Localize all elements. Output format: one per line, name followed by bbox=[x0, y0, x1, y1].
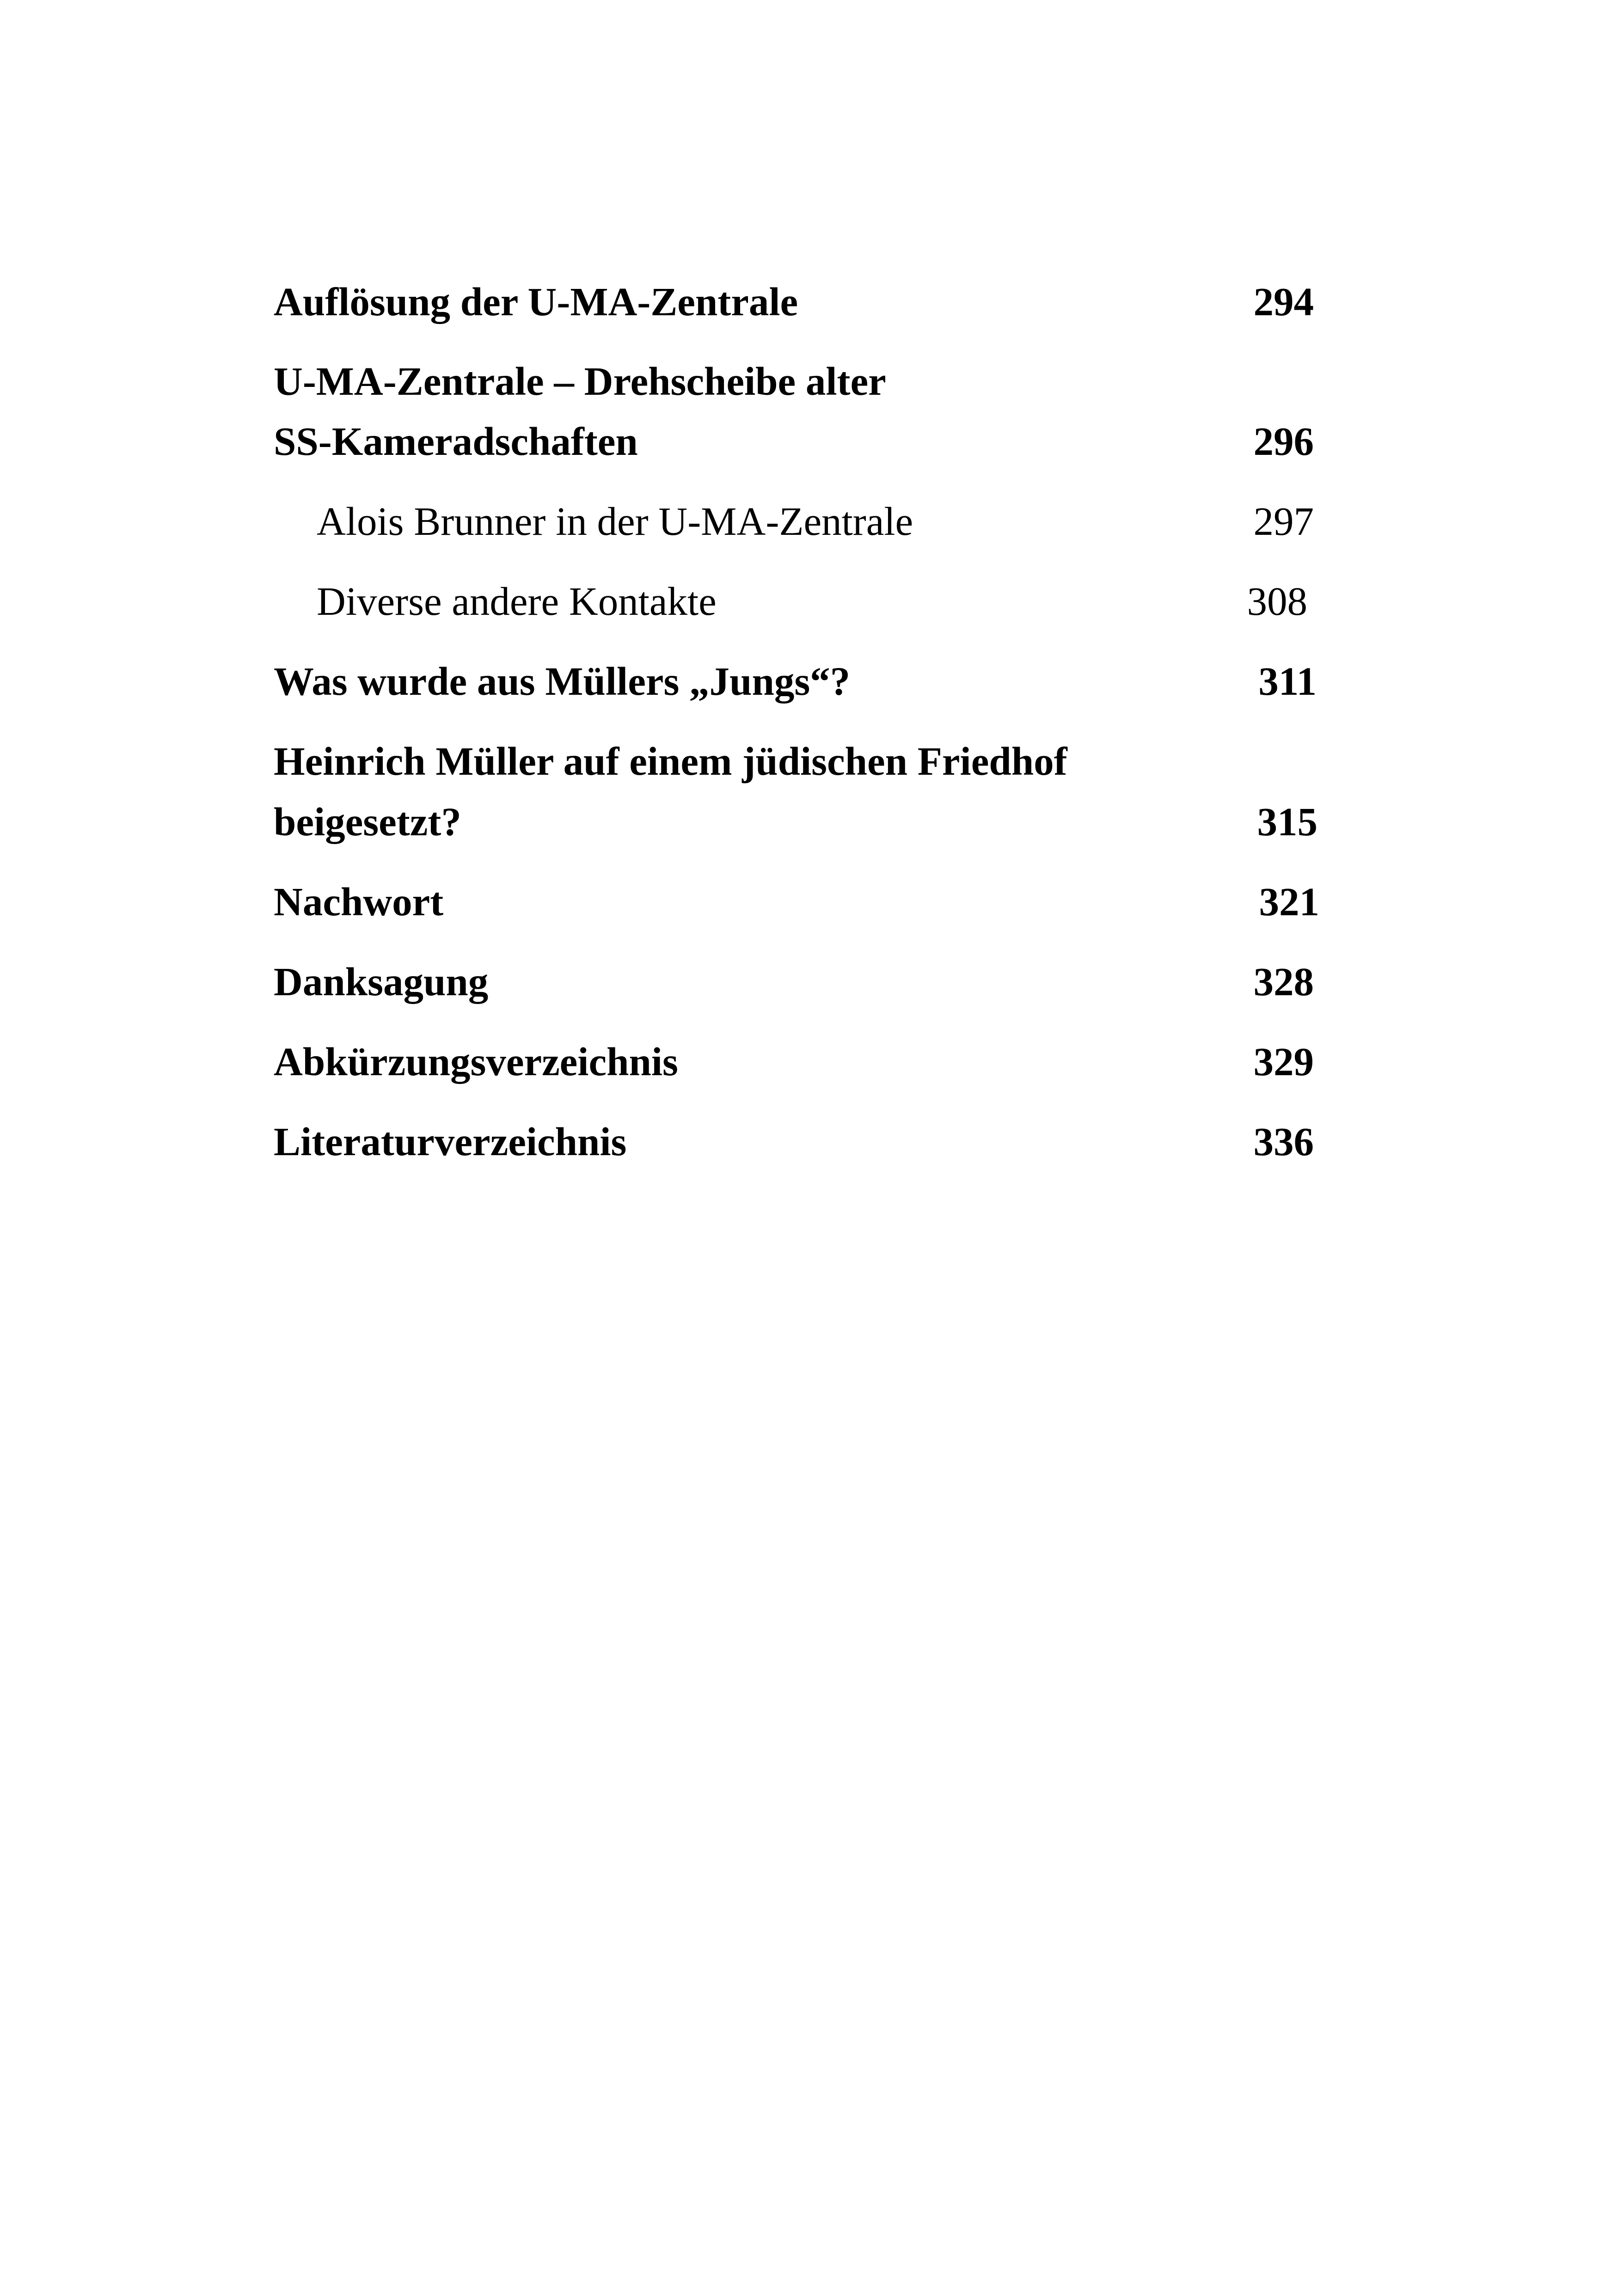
toc-entry-title: Danksagung bbox=[274, 959, 489, 1004]
toc-subentry-title: Alois Brunner in der U-MA-Zentrale bbox=[317, 499, 913, 544]
toc-entry-title-continued: beigesetzt? bbox=[274, 799, 461, 844]
toc-page-number: 315 bbox=[1257, 799, 1318, 844]
toc-page-number: 311 bbox=[1258, 659, 1317, 704]
toc-page-number: 328 bbox=[1253, 959, 1314, 1004]
toc-entry-title-continued: SS-Kameradschaften bbox=[274, 419, 638, 464]
toc-entry-title: Auflösung der U-MA-Zentrale bbox=[274, 279, 798, 324]
toc-page-number: 308 bbox=[1247, 579, 1307, 624]
toc-entry-title: Literaturverzeichnis bbox=[274, 1119, 627, 1164]
toc-entry-title: Nachwort bbox=[274, 879, 444, 924]
toc-page-number: 336 bbox=[1253, 1119, 1314, 1164]
toc-entry-title: Heinrich Müller auf einem jüdischen Friedhof bbox=[274, 739, 1067, 784]
toc-entry-title: Was wurde aus Müllers „Jungs“? bbox=[274, 659, 851, 704]
toc-page-number: 296 bbox=[1253, 419, 1314, 464]
toc-subentry-title: Diverse andere Kontakte bbox=[317, 579, 717, 624]
toc-entry-title: Abkürzungsverzeichnis bbox=[274, 1039, 678, 1084]
toc-page-number: 321 bbox=[1259, 879, 1319, 924]
toc-page-number: 297 bbox=[1253, 499, 1314, 544]
toc-entry-title: U-MA-Zentrale – Drehscheibe alter bbox=[274, 359, 886, 404]
toc-page-number: 329 bbox=[1253, 1039, 1314, 1084]
toc-page-number: 294 bbox=[1253, 279, 1314, 324]
